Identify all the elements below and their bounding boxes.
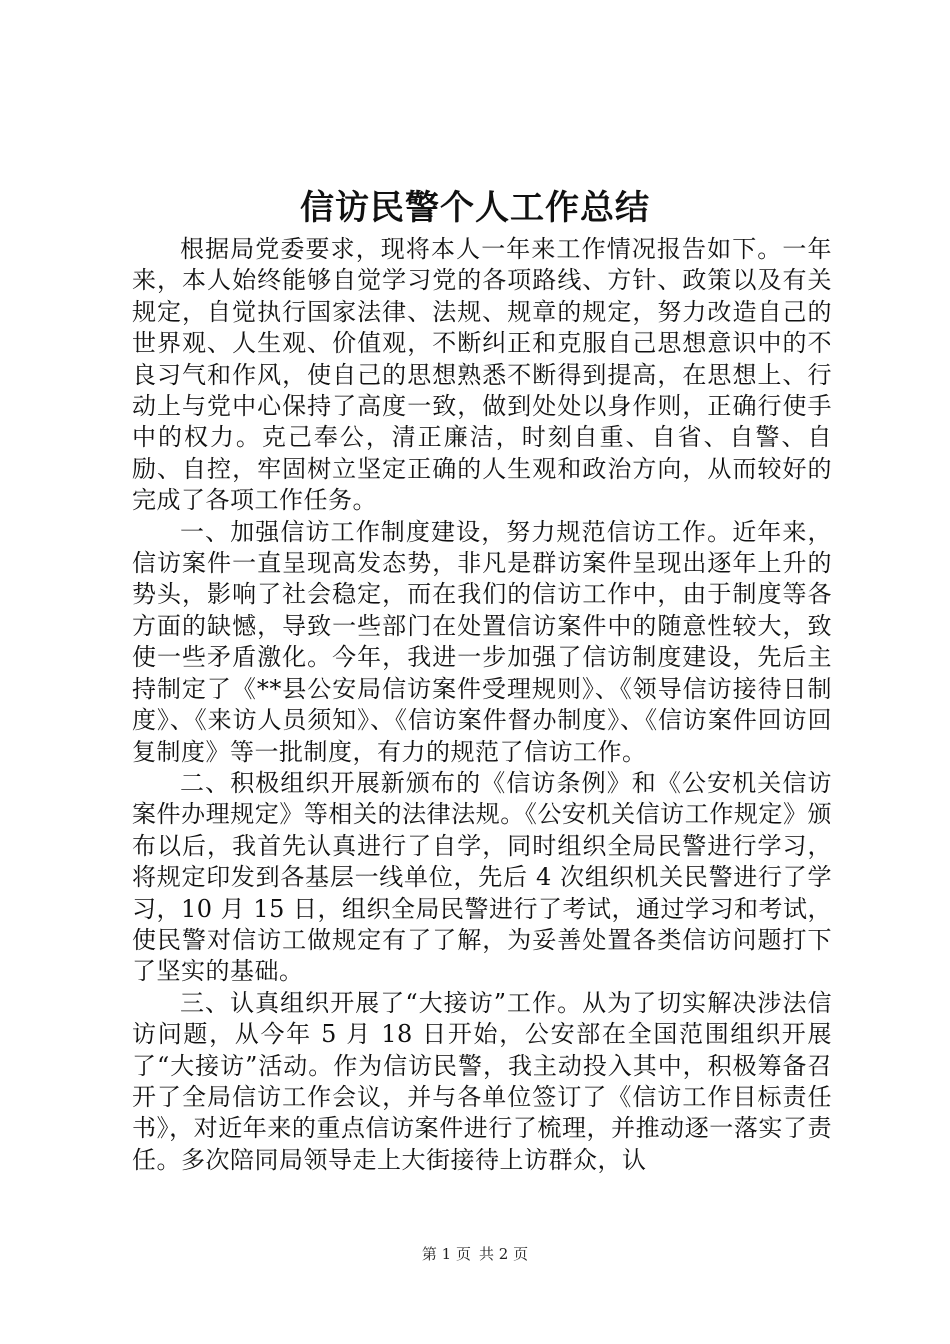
paragraph-section-3: 三、认真组织开展了“大接访”工作。从为了切实解决涉法信访问题，从今年 5 月 18 日开始，公安部在全国范围组织开展了“大接访”活动。作为信访民警，我主动投入其中，积极筹备召开了全局信访工作会议，并与各单位签订了《信访工作目标责任书》，对近年来的重点信访案件进行了梳理，并推动逐一落实了责任。多次陪同局领导走上大街接待上访群众，认 xyxy=(132,988,832,1174)
paragraph-intro: 根据局党委要求，现将本人一年来工作情况报告如下。一年来，本人始终能够自觉学习党的各项路线、方针、政策以及有关规定，自觉执行国家法律、法规、规章的规定，努力改造自己的世界观、人生观、价值观，不断纠正和克服自己思想意识中的不良习气和作风，使自己的思想熟悉不断得到提高，在思想上、行动上与党中心保持了高度一致，做到处处以身作则，正确行使手中的权力。克己奉公，清正廉洁，时刻自重、自省、自警、自励、自控，牢固树立坚定正确的人生观和政治方向，从而较好的完成了各项工作任务。 xyxy=(132,235,832,515)
document-title: 信访民警个人工作总结 xyxy=(300,188,650,228)
page-number: 第 1 页 xyxy=(421,1245,471,1263)
paragraph-section-2: 二、积极组织开展新颁布的《信访条例》和《公安机关信访案件办理规定》等相关的法律法规。《公安机关信访工作规定》颁布以后，我首先认真进行了自学，同时组织全局民警进行学习，将规定印发到各基层一线单位，先后 4 次组织机关民警进行了学习，10 月 15 日，组织全局民警进行了考试，通过学习和考试，使民警对信访工做规定有了了解，为妥善处置各类信访问题打下了坚实的基础。 xyxy=(132,768,832,986)
paragraph-section-1: 一、加强信访工作制度建设，努力规范信访工作。近年来，信访案件一直呈现高发态势，非凡是群访案件呈现出逐年上升的势头，影响了社会稳定，而在我们的信访工作中，由于制度等各方面的缺憾，导致一些部门在处置信访案件中的随意性较大，致使一些矛盾激化。今年，我进一步加强了信访制度建设，先后主持制定了《**县公安局信访案件受理规则》、《领导信访接待日制度》、《来访人员须知》、《信访案件督办制度》、《信访案件回访回复制度》等一批制度，有力的规范了信访工作。 xyxy=(132,517,832,766)
document-body xyxy=(132,234,832,1176)
page-footer xyxy=(0,1243,950,1264)
page-total: 共 2 页 xyxy=(479,1245,529,1263)
